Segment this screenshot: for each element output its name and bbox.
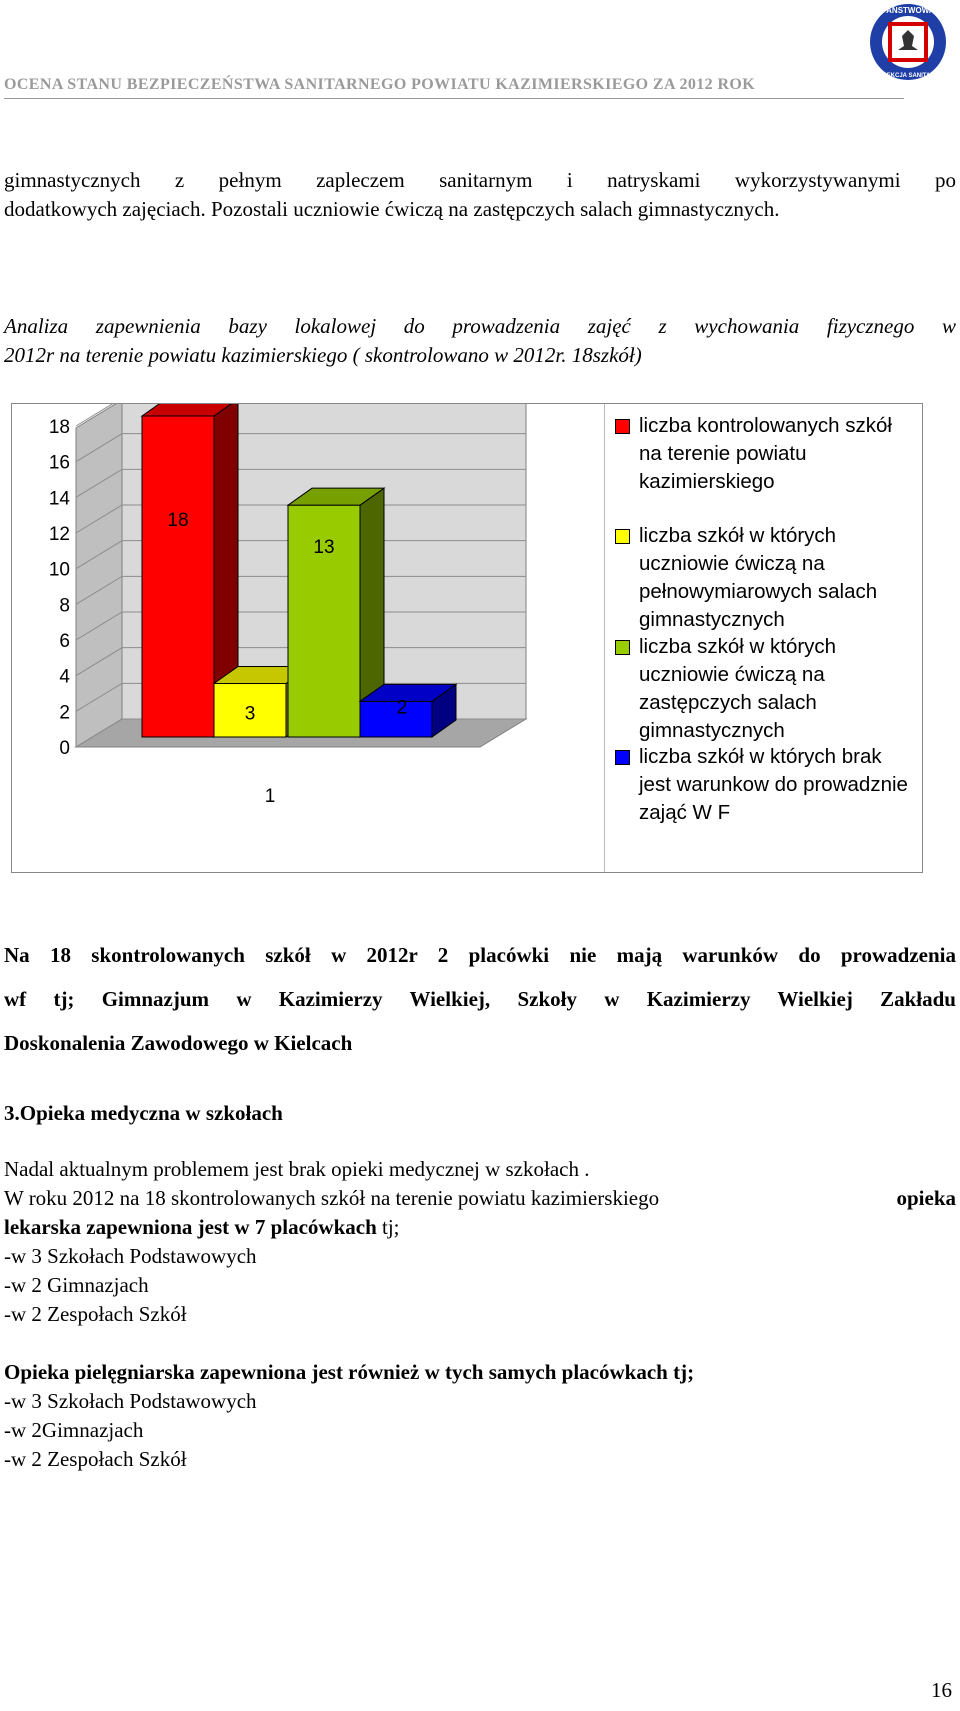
y-tick-label: 10 [48, 559, 70, 581]
list-item: -w 2 Gimnazjach [4, 1273, 149, 1297]
y-tick-label: 4 [59, 666, 70, 688]
inspection-seal-logo [868, 2, 948, 82]
summary-line-3: Doskonalenia Zawodowego w Kielcach [4, 1031, 353, 1055]
intro-line-2: dodatkowych zajęciach. Pozostali uczniowie ćwiczą na zastępczych salach gimnastycznych. [4, 197, 780, 221]
list-item: -w 2 Zespołach Szkół [4, 1447, 187, 1471]
legend-label: liczba szkół w których uczniowie ćwiczą na pełnowymiarowych salach gimnastycznych [639, 524, 878, 631]
x-category-label: 1 [264, 786, 276, 807]
seal-top-text: PAŃSTWOWA [881, 6, 935, 15]
intro-line-1 [4, 166, 956, 195]
analysis-heading-line-1 [4, 312, 956, 341]
y-tick-label: 2 [59, 702, 70, 724]
bar-chart-3d [12, 404, 604, 870]
data-label: 18 [167, 510, 189, 531]
nurse-care-heading: Opieka pielęgniarska zapewniona jest również w tych samych placówkach tj; [4, 1360, 695, 1384]
legend-swatch [615, 419, 630, 434]
bar-front [142, 416, 214, 737]
legend-swatch [615, 640, 630, 655]
seal-bottom-text: INSPEKCJA SANITARNA [872, 73, 944, 79]
analysis-heading-line-2: 2012r na terenie powiatu kazimierskiego ( skontrolowano w 2012r. 18szkół) [4, 343, 642, 367]
summary-text-2: wf tj; Gimnazjum w Kazimierzy Wielkiej, Szkoły w Kazimierzy Wielkiej Zakładu [4, 987, 956, 1011]
chart-legend [604, 404, 923, 872]
analysis-heading-text-1: Analiza zapewnienia bazy lokalowej do prowadzenia zajęć z wychowania fizycznego w [4, 314, 956, 338]
legend-swatch [615, 750, 630, 765]
y-tick-label: 18 [48, 417, 70, 438]
y-tick-label: 16 [48, 452, 70, 474]
list-item: -w 2 Zespołach Szkół [4, 1302, 187, 1326]
list-item: -w 2Gimnazjach [4, 1418, 144, 1442]
header-title: OCENA STANU BEZPIECZEŃSTWA SANITARNEGO POWIATU KAZIMIERSKIEGO ZA 2012 ROK [4, 76, 756, 93]
summary-text-1: Na 18 skontrolowanych szkół w 2012r 2 placówki nie mają warunków do prowadzenia [4, 943, 956, 967]
legend-label: liczba szkół w których uczniowie ćwiczą na zastępczych salach gimnastycznych [639, 635, 837, 742]
chart-side-wall [76, 404, 122, 747]
data-label: 2 [396, 697, 408, 719]
section-paragraph-2-line-1 [4, 1184, 956, 1213]
summary-line-1 [4, 941, 956, 970]
p2-start-text: W roku 2012 na 18 skontrolowanych szkół na terenie powiatu kazimierskiego [4, 1186, 660, 1210]
section-paragraph-2-line-2 [4, 1213, 400, 1242]
section-paragraph-1: Nadal aktualnym problemem jest brak opieki medycznej w szkołach . [4, 1157, 590, 1181]
page-header [4, 76, 904, 99]
list-item: -w 3 Szkołach Podstawowych [4, 1244, 257, 1268]
p2-bold-text-2: lekarska zapewniona jest w 7 placówkach [4, 1215, 377, 1239]
chart-container [11, 403, 923, 873]
data-label: 3 [244, 703, 256, 725]
page-number: 16 [931, 1678, 952, 1702]
legend-label: liczba kontrolowanych szkół na terenie powiatu kazimierskiego [639, 414, 892, 493]
p2-bold-text-1: opieka [896, 1186, 956, 1210]
summary-line-2 [4, 985, 956, 1014]
y-tick-label: 6 [59, 631, 70, 652]
section-heading: 3.Opieka medyczna w szkołach [4, 1101, 283, 1125]
data-label: 13 [313, 537, 335, 559]
y-tick-label: 12 [48, 524, 70, 545]
legend-swatch [615, 529, 630, 544]
p2-end-text: tj; [382, 1215, 400, 1239]
y-tick-label: 14 [48, 488, 70, 510]
intro-text-1: gimnastycznych z pełnym zapleczem sanitarnym i natryskami wykorzystywanymi po [4, 168, 956, 192]
y-tick-label: 8 [59, 595, 70, 617]
legend-label: liczba szkół w których brak jest warunkow do prowadznie zająć W F [639, 745, 908, 824]
y-tick-label: 0 [59, 738, 70, 759]
list-item: -w 3 Szkołach Podstawowych [4, 1389, 257, 1413]
